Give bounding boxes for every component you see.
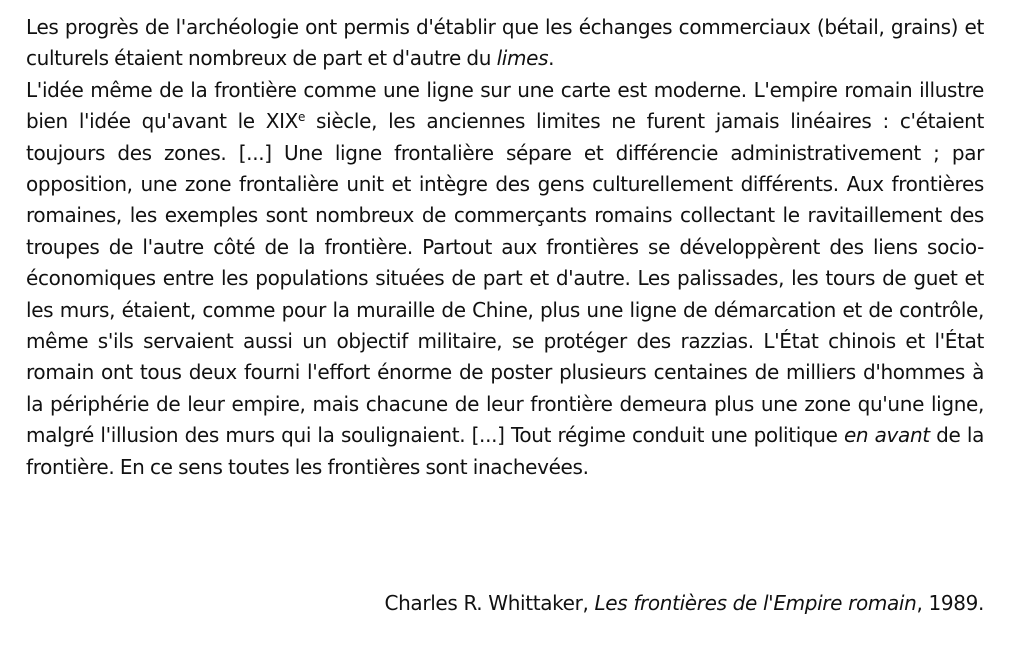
document-body xyxy=(26,12,984,483)
paragraph-2-text-a: L'idée même de la frontière comme une ligne sur une carte est moderne. L'empire romain illustre bien l'idée qu'avant le XIX xyxy=(26,77,984,134)
en-avant-term: en avant xyxy=(843,423,930,448)
paragraph-2 xyxy=(26,75,984,483)
limes-term: limes xyxy=(496,46,549,71)
citation-work-title: Les frontières de l'Empire romain xyxy=(594,591,917,615)
paragraph-1-text: Les progrès de l'archéologie ont permis d'établir que les échanges commerciaux (bétail, grains) et culturels étaient nombreux de part et d'autre du xyxy=(26,15,984,71)
paragraph-1-end: . xyxy=(548,46,555,71)
paragraph-2-text-b: siècle, les anciennes limites ne furent jamais linéaires : c'étaient toujours des zones. [...] Une ligne frontalière sépare et différencie administrativement ; par opposition, une zone frontalière unit et intègre des gens culturellement différents. Aux frontières romaines, les exemples sont nombreux de commerçants romains collectant le ravitaillement des troupes de l'autre côté de la frontière. Partout aux frontières se développèrent des liens socio-économiques entre les populations situées de part et d'autre. Les palissades, les tours de guet et les murs, étaient, comme pour la muraille de Chine, plus une ligne de démarcation et de contrôle, même s'ils servaient aussi un objectif militaire, se protéger des razzias. L'État chinois et l'État romain ont tous deux fourni l'effort énorme de poster plusieurs centaines de milliers d'hommes à la périphérie de leur empire, mais chacune de leur frontière demeura plus une zone qu'une ligne, malgré l'illusion des murs qui la soulignaient. [...] Tout régime conduit une politique xyxy=(26,109,985,448)
citation-author: Charles R. Whittaker, xyxy=(384,591,595,615)
century-superscript: e xyxy=(298,110,306,125)
paragraph-2-text-c: de la frontière. En ce sens toutes les frontières sont inachevées. xyxy=(26,423,984,479)
citation-year: , 1989. xyxy=(916,591,984,615)
paragraph-1 xyxy=(26,12,984,75)
citation xyxy=(384,588,984,619)
